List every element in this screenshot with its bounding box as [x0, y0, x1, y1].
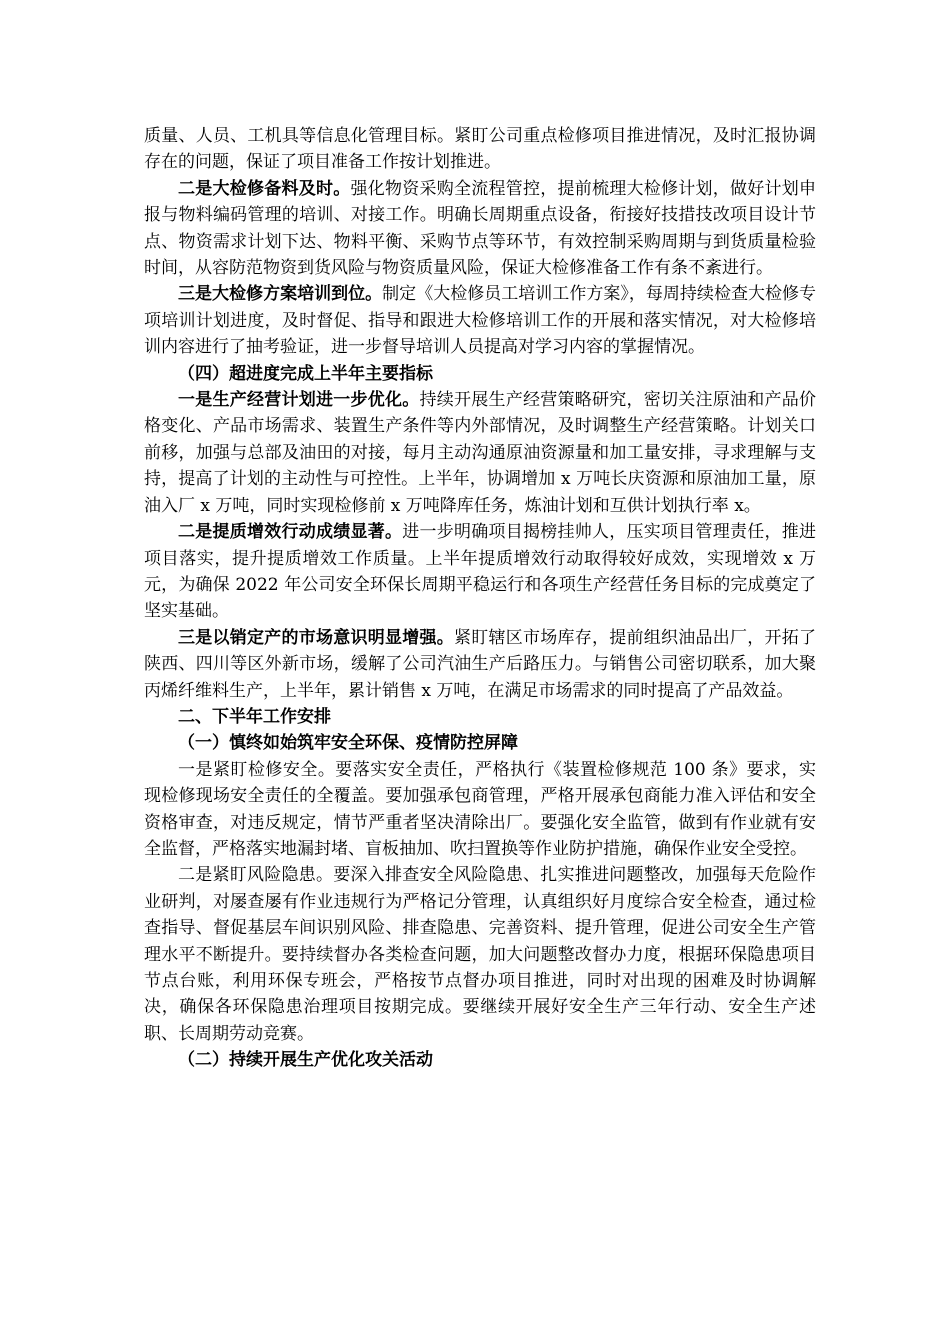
paragraph-training	[144, 281, 816, 360]
paragraph-text: 制定《大检修员工培训工作方案》，每周持续检查大检修专项培训计划进度，及时督促、指导和跟进大检修培训工作的开展和落实情况，对大检修培训内容进行了抽考验证，进一步督导培训人员提高对学习内容的掌握情况。	[144, 284, 817, 358]
paragraph-market	[144, 625, 816, 704]
paragraph-text: 持续开展生产经营策略研究，密切关注原油和产品价格变化、产品市场需求、装置生产条件等内外部情况，及时调整生产经营策略。计划关口前移，加强与总部及油田的对接，每月主动沟通原油资源量和加工量安排，寻求理解与支持，提高了计划的主动性与可控性。上半年，协调增加 x 万吨长庆资源和原油加工量，原油入厂 x 万吨，同时实现检修前 x 万吨降库任务，炼油计划和互供计划执行率 x。	[144, 390, 816, 516]
paragraph-text: 质量、人员、工机具等信息化管理目标。紧盯公司重点检修项目推进情况，及时汇报协调存在的问题，保证了项目准备工作按计划推进。	[144, 126, 816, 173]
paragraph-production-plan	[144, 387, 816, 519]
paragraph-efficiency	[144, 519, 816, 625]
paragraph-text: 进一步明确项目揭榜挂帅人，压实项目管理责任，推进项目落实，提升提质增效工作质量。上半年提质增效行动取得较好成效，实现增效 x 万元，为确保 2022 年公司安全环保长周期平稳运行和各项生产经营任务目标的完成奠定了坚实基础。	[144, 522, 816, 622]
paragraph-materials	[144, 176, 816, 282]
subsection-heading-2: （二）持续开展生产优化攻关活动	[178, 1050, 433, 1071]
paragraph-lead: 一是生产经营计划进一步优化。	[178, 390, 420, 411]
paragraph-maintenance-safety	[144, 757, 816, 863]
paragraph-lead: 三是以销定产的市场意识明显增强。	[178, 627, 454, 648]
paragraph-text: 紧盯辖区市场库存，提前组织油品出厂，开拓了陕西、四川等区外新市场，缓解了公司汽油生产后路压力。与销售公司密切联系，加大聚丙烯纤维料生产，上半年，累计销售 x 万吨，在满足市场需求的同时提高了产品效益。	[144, 627, 816, 701]
paragraph-text: 强化物资采购全流程管控，提前梳理大检修计划，做好计划申报与物料编码管理的培训、对接工作。明确长周期重点设备，衔接好技措技改项目设计节点、物资需求计划下达、物料平衡、采购节点等环节，有效控制采购周期与到货质量检验时间，从容防范物资到货风险与物资质量风险，保证大检修准备工作有条不紊进行。	[144, 178, 816, 279]
paragraph-lead: 三是大检修方案培训到位。	[178, 284, 383, 305]
paragraph-text: 二是紧盯风险隐患。要深入排查安全风险隐患、扎实推进问题整改，加强每天危险作业研判，对屡查屡有作业违规行为严格记分管理，认真组织好月度综合安全检查，通过检查指导、督促基层车间识别风险、排查隐患、完善资料、提升管理，促进公司安全生产管理水平不断提升。要持续督办各类检查问题，加大问题整改督办力度，根据环保隐患项目节点台账，利用环保专班会，严格按节点督办项目推进，同时对出现的困难及时协调解决，确保各环保隐患治理项目按期完成。要继续开展好安全生产三年行动、安全生产述职、长周期劳动竞赛。	[144, 865, 816, 1044]
paragraph-risk-hazards	[144, 862, 816, 1047]
document-body	[144, 123, 816, 1074]
paragraph-text: 一是紧盯检修安全。要落实安全责任，严格执行《装置检修规范 100 条》要求，实现检修现场安全责任的全覆盖。要加强承包商管理，严格开展承包商能力准入评估和安全资格审查，对违反规定，情节严重者坚决清除出厂。要强化安全监管，做到有作业就有安全监督，严格落实地漏封堵、盲板抽加、吹扫置换等作业防护措施，确保作业安全受控。	[144, 759, 816, 859]
paragraph-lead: 二是提质增效行动成绩显著。	[178, 522, 403, 543]
subsection-heading-1: （一）慎终如始筑牢安全环保、疫情防控屏障	[178, 733, 518, 754]
paragraph-continuation	[144, 123, 816, 176]
section-heading-2: 二、下半年工作安排	[178, 706, 331, 727]
paragraph-lead: 二是大检修备料及时。	[178, 178, 351, 199]
section-heading-4: （四）超进度完成上半年主要指标	[178, 363, 433, 384]
